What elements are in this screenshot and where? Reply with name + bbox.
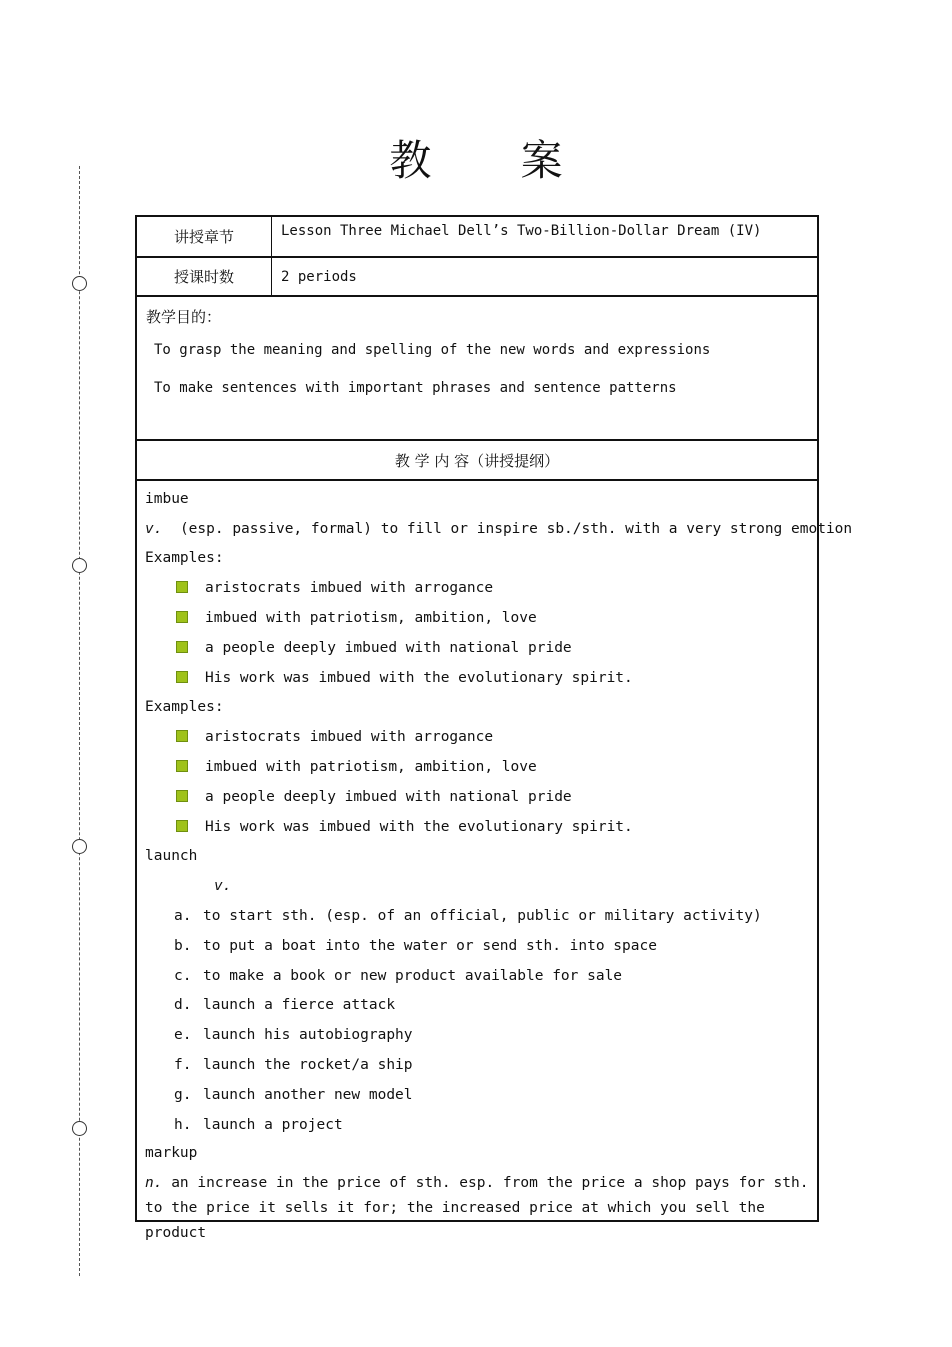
launch-item: h. launch a project (174, 1117, 343, 1133)
chapter-row (137, 217, 817, 258)
markup-definition (145, 1171, 809, 1246)
example-item: a people deeply imbued with national pride (176, 789, 572, 805)
bullet-icon (176, 760, 188, 772)
launch-item: f. launch the rocket/a ship (174, 1057, 413, 1073)
objective-item: To grasp the meaning and spelling of the new words and expressions (154, 342, 711, 358)
chapter-label: 讲授章节 (137, 217, 272, 256)
binding-hole (72, 839, 87, 854)
example-item: imbued with patriotism, ambition, love (176, 610, 537, 626)
example-item: aristocrats imbued with arrogance (176, 580, 493, 596)
part-of-speech: n. (145, 1175, 163, 1191)
binding-hole (72, 558, 87, 573)
chapter-value: Lesson Three Michael Dell’s Two-Billion-Dollar Dream (IV) (281, 223, 762, 239)
vocab-word-imbue: imbue (145, 491, 189, 507)
bullet-icon (176, 671, 188, 683)
bullet-icon (176, 820, 188, 832)
example-item: His work was imbued with the evolutionary spirit. (176, 670, 633, 686)
example-item: a people deeply imbued with national pride (176, 640, 572, 656)
objectives-section (137, 297, 817, 441)
part-of-speech: v. (145, 521, 163, 537)
example-item: imbued with patriotism, ambition, love (176, 759, 537, 775)
objective-item: To make sentences with important phrases and sentence patterns (154, 380, 677, 396)
launch-item: d. launch a fierce attack (174, 997, 396, 1013)
definition-text: an increase in the price of sth. esp. from the price a shop pays for sth. to the price it sells it for; the increased price at which you sell the product (145, 1175, 809, 1241)
definition-text: (esp. passive, formal) to fill or inspire sb./sth. with a very strong emotion (179, 521, 853, 537)
imbue-definition (145, 521, 852, 537)
lesson-plan-table (135, 215, 853, 1241)
example-item: His work was imbued with the evolutionary spirit. (176, 819, 633, 835)
part-of-speech: v. (214, 878, 232, 894)
vocab-word-launch: launch (145, 848, 198, 864)
binding-hole (72, 276, 87, 291)
launch-item: g. launch another new model (174, 1087, 413, 1103)
hours-label: 授课时数 (137, 258, 272, 295)
launch-item: a. to start sth. (esp. of an official, public or military activity) (174, 908, 762, 924)
examples-label: Examples: (145, 699, 224, 715)
bullet-icon (176, 581, 188, 593)
objectives-heading: 教学目的： (146, 308, 222, 326)
launch-item: c. to make a book or new product available for sale (174, 968, 623, 984)
examples-label: Examples: (145, 550, 224, 566)
example-item: aristocrats imbued with arrogance (176, 729, 493, 745)
content-section (137, 481, 853, 1241)
page-title: 教 案 (389, 136, 601, 185)
bullet-icon (176, 641, 188, 653)
bullet-icon (176, 730, 188, 742)
binding-line (79, 166, 80, 1276)
hours-row (137, 258, 817, 297)
launch-item: e. launch his autobiography (174, 1027, 413, 1043)
bullet-icon (176, 790, 188, 802)
content-heading: 教 学 内 容（讲授提纲） (137, 441, 817, 481)
binding-hole (72, 1121, 87, 1136)
launch-item: b. to put a boat into the water or send sth. into space (174, 938, 657, 954)
vocab-word-markup: markup (145, 1145, 198, 1161)
hours-value: 2 periods (281, 268, 357, 285)
bullet-icon (176, 611, 188, 623)
